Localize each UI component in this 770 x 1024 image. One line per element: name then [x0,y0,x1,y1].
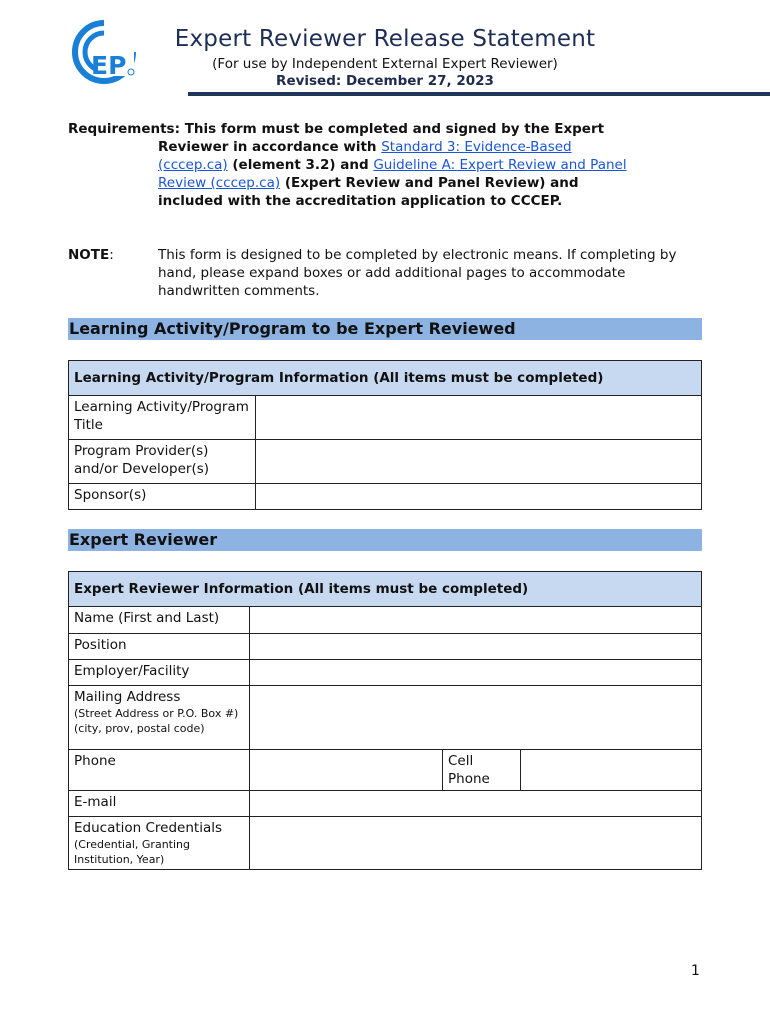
cccep-logo [72,20,136,84]
expert-reviewer-table [68,571,702,870]
field-label: Program Provider(s) and/or Developer(s) [69,440,256,484]
program-provider-input[interactable] [256,440,702,484]
guideline-a-link-cont[interactable]: Review (cccep.ca) [158,175,281,191]
field-hint: (Street Address or P.O. Box #) [74,707,239,720]
field-label: Employer/Facility [69,660,250,686]
mailing-address-label [69,686,250,750]
requirements-paragraph [68,120,708,210]
requirements-text: (element 3.2) and [227,157,374,173]
position-input[interactable] [250,634,702,660]
field-label: Name (First and Last) [69,607,250,634]
field-hint: (city, prov, postal code) [74,722,205,735]
requirements-line: Requirements: This form must be completed and signed by the Expert [68,121,605,137]
document-title: Expert Reviewer Release Statement [174,26,596,52]
note-colon: : [109,247,114,263]
education-input[interactable] [250,817,702,870]
table-header: Learning Activity/Program Information (All items must be completed) [69,361,702,396]
field-hint: (Credential, Granting Institution, Year) [74,838,190,866]
note-paragraph [68,246,708,300]
email-input[interactable] [250,791,702,817]
revised-date: Revised: December 27, 2023 [276,73,494,89]
section-heading-learning-activity: Learning Activity/Program to be Expert Reviewed [68,318,702,340]
standard-3-link[interactable]: Standard 3: Evidence-Based [381,139,572,155]
employer-input[interactable] [250,660,702,686]
name-input[interactable] [250,607,702,634]
education-label [69,817,250,870]
sponsor-input[interactable] [256,484,702,510]
requirements-text: (Expert Review and Panel Review) and [280,175,579,191]
note-text: This form is designed to be completed by electronic means. If completing by hand, please expand boxes or add additional pages to accommodate handwritten comments. [158,247,677,299]
field-label: Position [69,634,250,660]
field-label: E-mail [69,791,250,817]
field-label: Cell Phone [443,750,521,791]
learning-activity-table [68,360,702,510]
standard-3-link-cont[interactable]: (cccep.ca) [158,157,228,173]
requirements-text: Reviewer in accordance with [158,139,382,155]
phone-input[interactable] [250,750,443,791]
field-label: Sponsor(s) [69,484,256,510]
field-label: Mailing Address [74,689,181,705]
svg-text:EP: EP [91,51,127,80]
guideline-a-link[interactable]: Guideline A: Expert Review and Panel [373,157,627,173]
page-number: 1 [691,963,700,979]
table-header: Expert Reviewer Information (All items must be completed) [69,572,702,607]
cell-phone-input[interactable] [521,750,702,791]
document-header [160,26,610,89]
requirements-line: included with the accreditation application to CCCEP. [158,193,563,209]
program-title-input[interactable] [256,396,702,440]
mailing-address-input[interactable] [250,686,702,750]
field-label: Phone [69,750,250,791]
note-label: NOTE [68,247,110,263]
field-label: Education Credentials [74,820,223,836]
header-rule [188,92,770,96]
document-subtitle: (For use by Independent External Expert Reviewer) [212,56,558,72]
field-label: Learning Activity/Program Title [69,396,256,440]
section-heading-expert-reviewer: Expert Reviewer [68,529,702,551]
